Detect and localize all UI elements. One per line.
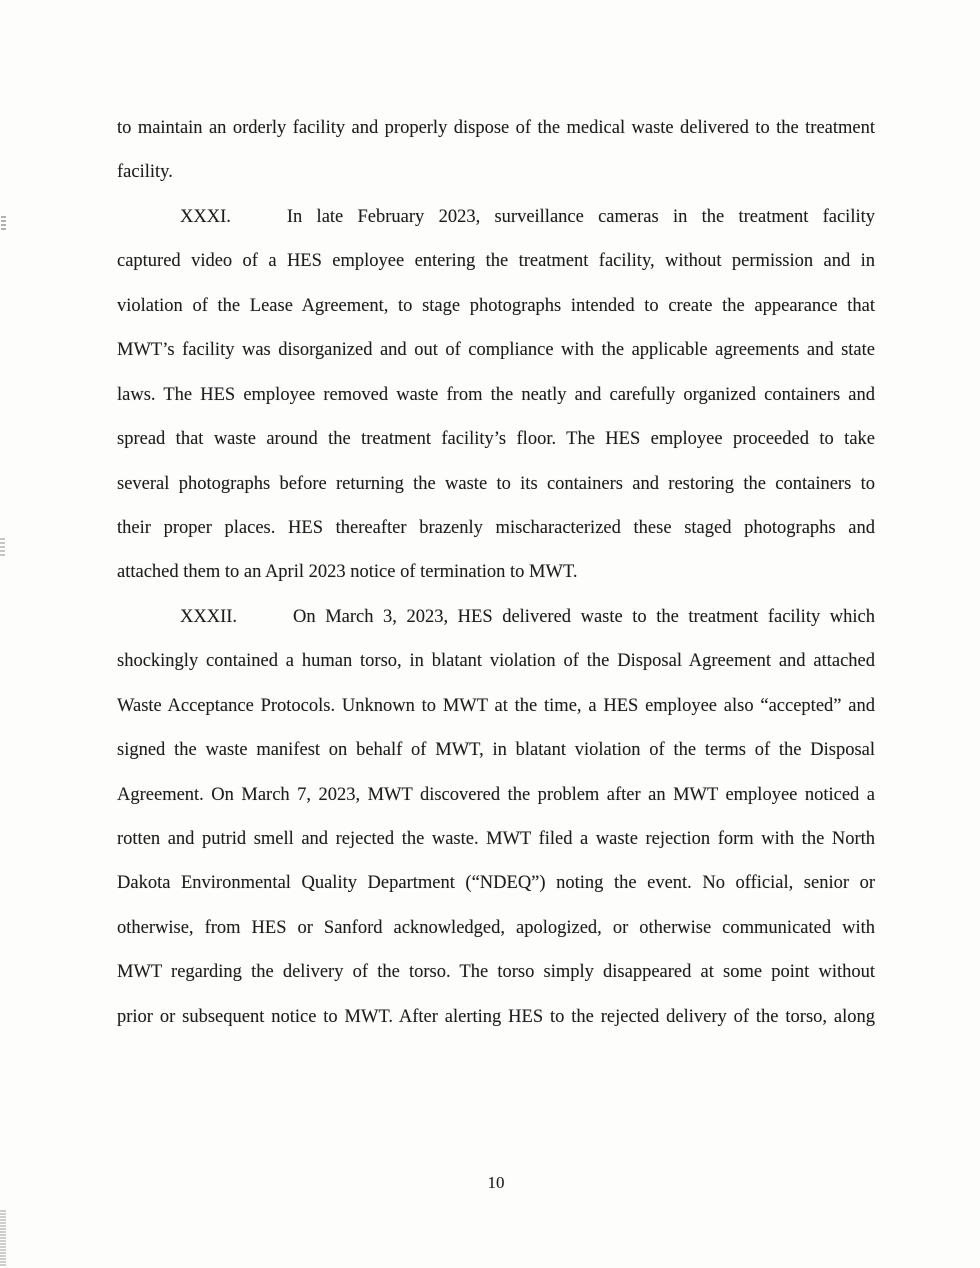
scan-artifact-bottom-left xyxy=(0,1210,6,1266)
scan-artifact-left-edge xyxy=(1,216,6,230)
text-line: shockingly contained a human torso, in blatant violation of the Disposal Agreement and attached xyxy=(117,651,875,672)
text-line: spread that waste around the treatment facility’s floor. The HES employee proceeded to take xyxy=(117,429,875,450)
text-line: rotten and putrid smell and rejected the waste. MWT filed a waste rejection form with the North xyxy=(117,829,875,849)
text-line: otherwise, from HES or Sanford acknowledged, apologized, or otherwise communicated with xyxy=(117,917,875,938)
text-line: violation of the Lease Agreement, to stage photographs intended to create the appearance that xyxy=(117,295,875,316)
paragraph-number: XXXII. xyxy=(180,606,238,627)
paragraph-text: On March 3, 2023, HES delivered waste to the treatment facility which xyxy=(293,606,875,627)
text-line: several photographs before returning the waste to its containers and restoring the containers to xyxy=(117,473,875,494)
text-line: Waste Acceptance Protocols. Unknown to MWT at the time, a HES employee also “accepted” and xyxy=(117,695,875,716)
text-line: their proper places. HES thereafter brazenly mischaracterized these staged photographs and xyxy=(117,517,875,538)
text-line: to maintain an orderly facility and properly dispose of the medical waste delivered to the treatment xyxy=(117,118,875,138)
paragraph-text: In late February 2023, surveillance cameras in the treatment facility xyxy=(286,206,875,227)
text-line xyxy=(117,595,875,639)
page-number: 10 xyxy=(487,1173,505,1192)
text-line: prior or subsequent notice to MWT. After alerting HES to the rejected delivery of the torso, along xyxy=(117,1006,875,1027)
text-line xyxy=(117,195,875,239)
text-line: attached them to an April 2023 notice of termination to MWT. xyxy=(117,562,578,583)
text-line: laws. The HES employee removed waste from the neatly and carefully organized containers and xyxy=(117,384,875,405)
body-text xyxy=(117,106,875,1039)
text-line: MWT regarding the delivery of the torso. The torso simply disappeared at some point without xyxy=(117,962,875,983)
text-line: Agreement. On March 7, 2023, MWT discovered the problem after an MWT employee noticed a xyxy=(117,784,875,805)
paragraph-number: XXXI. xyxy=(180,206,231,227)
text-line: signed the waste manifest on behalf of MWT, in blatant violation of the terms of the Disposal xyxy=(117,740,875,761)
text-line: Dakota Environmental Quality Department (“NDEQ”) noting the event. No official, senior or xyxy=(117,873,875,894)
text-line: MWT’s facility was disorganized and out of compliance with the applicable agreements and state xyxy=(117,340,875,361)
text-line: captured video of a HES employee entering the treatment facility, without permission and in xyxy=(117,251,875,272)
scan-artifact-left-edge xyxy=(0,538,5,556)
text-line: facility. xyxy=(117,162,173,183)
